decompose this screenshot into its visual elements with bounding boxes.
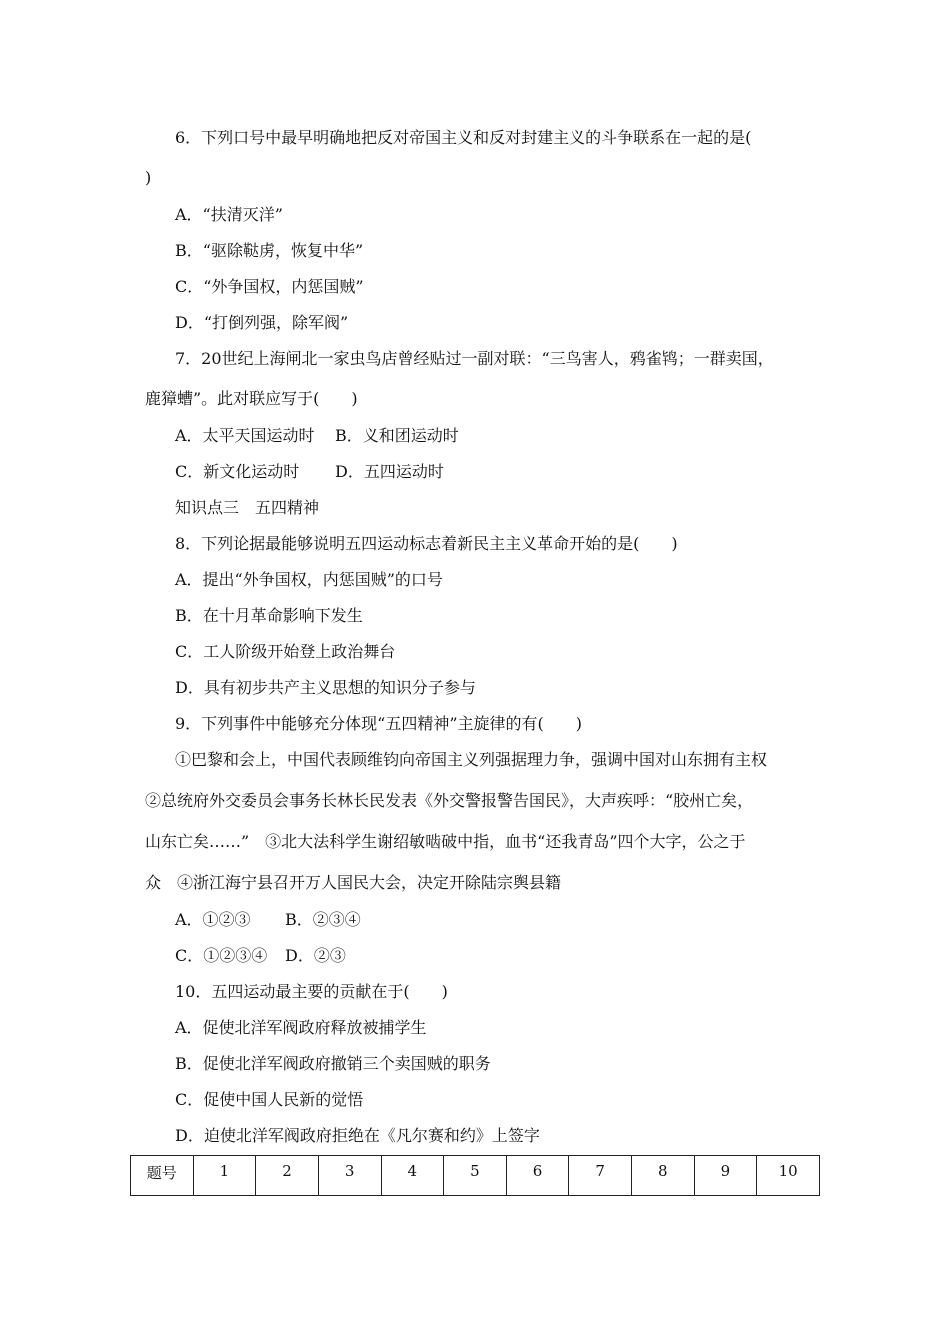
q8-option-d: D．具有初步共产主义思想的知识分子参与 — [175, 678, 476, 697]
answer-cell-4[interactable]: 4 — [381, 1156, 444, 1196]
q7-option-c: C．新文化运动时 — [175, 462, 300, 481]
q9-options-row1 — [175, 910, 361, 930]
section-heading: 知识点三 五四精神 — [175, 498, 320, 517]
q9-body-line: 山东亡矣……” ③北大法科学生谢绍敏啮破中指，血书“还我青岛”四个大字，公之于 — [145, 832, 746, 851]
q7-stem-cont: 鹿獐螬”。此对联应写于( ) — [145, 389, 358, 408]
q9-options-row2 — [175, 946, 346, 966]
q7-stem: 7．20世纪上海闸北一家虫鸟店曾经贴过一副对联：“三鸟害人，鸦雀鸨；一群卖国， — [175, 349, 774, 368]
answer-cell-10[interactable]: 10 — [757, 1156, 820, 1196]
answer-cell-1[interactable]: 1 — [193, 1156, 256, 1196]
answer-table — [130, 1155, 820, 1196]
q9-option-a: A．①②③ — [175, 910, 251, 929]
answer-cell-3[interactable]: 3 — [318, 1156, 381, 1196]
q8-option-a: A．提出“外争国权，内惩国贼”的口号 — [175, 570, 443, 589]
q10-option-c: C．促使中国人民新的觉悟 — [175, 1090, 364, 1109]
q9-option-d: D．②③ — [285, 946, 346, 965]
q7-options-row2 — [175, 462, 444, 482]
q8-option-c: C．工人阶级开始登上政治舞台 — [175, 642, 396, 661]
q7-option-b: B．义和团运动时 — [335, 426, 459, 445]
answer-cell-5[interactable]: 5 — [444, 1156, 507, 1196]
q9-stem: 9．下列事件中能够充分体现“五四精神”主旋律的有( ) — [175, 714, 583, 733]
q10-option-b: B．促使北洋军阀政府撤销三个卖国贼的职务 — [175, 1054, 491, 1073]
q9-body-line: 众 ④浙江海宁县召开万人国民大会，决定开除陆宗舆县籍 — [145, 873, 562, 892]
answer-cell-2[interactable]: 2 — [256, 1156, 319, 1196]
answer-cell-9[interactable]: 9 — [694, 1156, 757, 1196]
q6-stem: 6．下列口号中最早明确地把反对帝国主义和反对封建主义的斗争联系在一起的是( — [175, 128, 752, 147]
q6-option-b: B．“驱除鞑虏，恢复中华” — [175, 241, 364, 260]
answer-cell-8[interactable]: 8 — [632, 1156, 695, 1196]
q9-option-b: B．②③④ — [285, 910, 361, 929]
q10-stem: 10．五四运动最主要的贡献在于( ) — [175, 982, 448, 1001]
q9-body-line: ②总统府外交委员会事务长林长民发表《外交警报警告国民》，大声疾呼：“胶州亡矣， — [145, 791, 754, 810]
q6-option-a: A．“扶清灭洋” — [175, 205, 283, 224]
q9-option-c: C．①②③④ — [175, 946, 268, 965]
q6-option-c: C．“外争国权，内惩国贼” — [175, 277, 364, 296]
q6-stem-cont: ) — [145, 168, 152, 187]
q7-option-d: D．五四运动时 — [335, 462, 444, 481]
q9-body-line: ①巴黎和会上，中国代表顾维钧向帝国主义列强据理力争，强调中国对山东拥有主权 — [175, 750, 768, 769]
answer-cell-7[interactable]: 7 — [569, 1156, 632, 1196]
answer-table-header: 题号 — [131, 1156, 194, 1196]
q7-options-row1 — [175, 426, 459, 446]
answer-table-row — [131, 1156, 820, 1196]
answer-cell-6[interactable]: 6 — [506, 1156, 569, 1196]
q6-option-d: D．“打倒列强，除军阀” — [175, 313, 349, 332]
q7-option-a: A．太平天国运动时 — [175, 426, 315, 445]
q10-option-a: A．促使北洋军阀政府释放被捕学生 — [175, 1018, 427, 1037]
q8-stem: 8．下列论据最能够说明五四运动标志着新民主主义革命开始的是( ) — [175, 534, 678, 553]
q8-option-b: B．在十月革命影响下发生 — [175, 606, 363, 625]
q10-option-d: D．迫使北洋军阀政府拒绝在《凡尔赛和约》上签字 — [175, 1126, 540, 1145]
